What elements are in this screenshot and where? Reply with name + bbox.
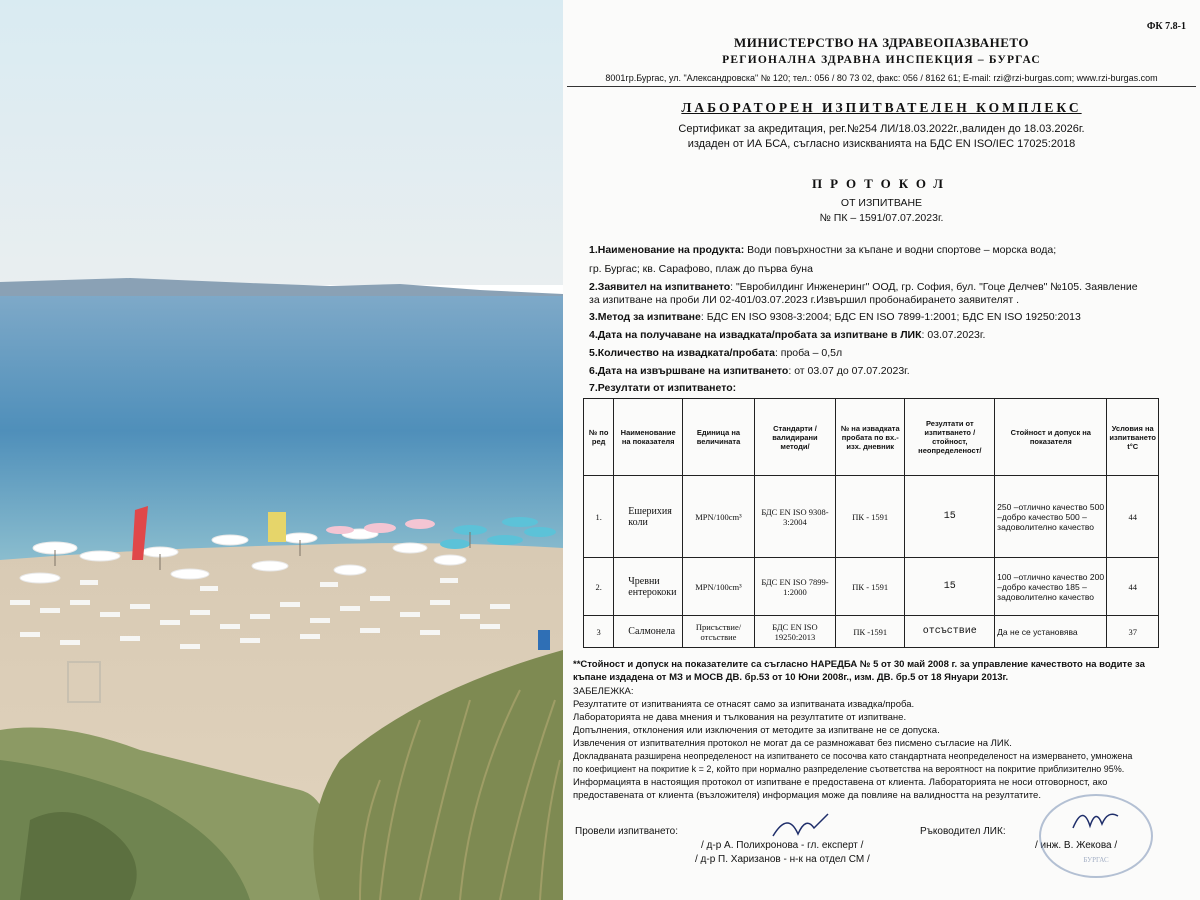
table-row — [584, 476, 1159, 558]
cell-name: Чревни ентерококи — [614, 558, 683, 616]
rzi-heading: РЕГИОНАЛНА ЗДРАВНА ИНСПЕКЦИЯ – БУРГАС — [722, 54, 1041, 66]
col-header-sample: № на извадката пробата по вх.-изх. дневник — [836, 399, 905, 476]
cell-result: 15 — [905, 476, 995, 558]
remark-line: Информацията в настоящия протокол от изпитване е предоставена от клиента. Лабораторията не носи отговорност, ако — [573, 777, 1108, 788]
cell-no: 2. — [584, 558, 614, 616]
performer-2: / д-р П. Харизанов - н-к на отдел СМ / — [695, 854, 870, 865]
signature-performer — [768, 806, 838, 846]
remark-line: Извлечения от изпитвателния протокол не могат да се размножават без писмено съгласие на ЛИК. — [573, 738, 1012, 749]
cell-name: Ешерихия коли — [614, 476, 683, 558]
table-row — [584, 616, 1159, 648]
cell-standard: БДС EN ISO 19250:2013 — [754, 616, 835, 648]
item-applicant-2: за изпитване на проби ЛИ 02-401/03.07.2023 г.Извършил пробонабирането заявителят . — [589, 294, 1019, 306]
cell-unit: MPN/100cm³ — [683, 476, 755, 558]
ministry-heading: МИНИСТЕРСТВО НА ЗДРАВЕОПАЗВАНЕТО — [733, 35, 1030, 50]
remark-line: Лабораторията не дава мнения и тълкования на резултатите от изпитване. — [573, 712, 907, 723]
col-header-no: № по ред — [584, 399, 614, 476]
item-results-heading: 7.Резултати от изпитването: — [589, 382, 737, 394]
cell-unit: Присъствие/ отсъствие — [683, 616, 755, 648]
header-divider — [567, 86, 1196, 87]
cell-sample: ПК -1591 — [836, 616, 905, 648]
cell-temp: 44 — [1107, 558, 1159, 616]
col-header-standard: Стандарти /валидирани методи/ — [754, 399, 835, 476]
accreditation-line-2: издаден от ИА БСА, съгласно изискванията на БДС EN ISO/IEC 17025:2018 — [687, 138, 1076, 150]
col-header-name: Наименование на показателя — [614, 399, 683, 476]
table-row — [584, 558, 1159, 616]
cell-result: 15 — [905, 558, 995, 616]
cell-no: 1. — [584, 476, 614, 558]
item-applicant-1: 2.Заявител на изпитването: "Евробилдинг Инженеринг" ООД, гр. София, бул. "Гоце Делчев" №105. Заявление — [589, 281, 1138, 293]
cell-standard: БДС EN ISO 7899-1:2000 — [754, 558, 835, 616]
cell-sample: ПК - 1591 — [836, 558, 905, 616]
remark-line: Допълнения, отклонения или изключения от методите за изпитване не се допуска. — [573, 725, 940, 736]
cell-result: отсъствие — [905, 616, 995, 648]
remark-line: предоставената от клиента (възложителя) информация може да повлияе на валидността на резултатите. — [573, 790, 1041, 801]
protocol-subtitle: ОТ ИЗПИТВАНЕ — [840, 197, 923, 209]
signature-head — [1068, 800, 1128, 840]
remark-line: Резултатите от изпитванията се отнасят само за изпитваната извадка/проба. — [573, 699, 915, 710]
cell-unit: MPN/100cm³ — [683, 558, 755, 616]
col-header-limit: Стойност и допуск на показателя — [995, 399, 1107, 476]
cell-name: Салмонела — [614, 616, 683, 648]
protocol-number: № ПК – 1591/07.07.2023г. — [819, 212, 944, 224]
beach-photo — [0, 0, 563, 900]
protocol-title: ПРОТОКОЛ — [812, 176, 951, 191]
item-product-2: гр. Бургас; кв. Сарафово, плаж до първа буна — [589, 263, 813, 275]
form-code: ФК 7.8-1 — [1146, 21, 1186, 32]
address-line: 8001гр.Бургас, ул. "Александровска" № 120; тел.: 056 / 80 73 02, факс: 056 / 8162 61; E-mail: rzi@rzi-burgas.com; www.rzi-burgas.com — [605, 73, 1158, 83]
cell-temp: 44 — [1107, 476, 1159, 558]
remark-heading: ЗАБЕЛЕЖКА: — [573, 686, 634, 697]
cell-sample: ПК - 1591 — [836, 476, 905, 558]
col-header-result: Резултати от изпитването /стойност, неопределеност/ — [905, 399, 995, 476]
item-method: 3.Метод за изпитване: БДС EN ISO 9308-3:2004; БДС EN ISO 7899-1:2001; БДС EN ISO 19250:2013 — [589, 311, 1081, 323]
item-receipt-date: 4.Дата на получаване на извадката/пробата за изпитване в ЛИК: 03.07.2023г. — [589, 329, 986, 341]
results-table — [583, 398, 1159, 648]
col-header-temp: Условия на изпитването t°C — [1107, 399, 1159, 476]
cell-temp: 37 — [1107, 616, 1159, 648]
item-test-date: 6.Дата на извършване на изпитването: от 03.07 до 07.07.2023г. — [589, 365, 910, 377]
cell-limit: 100 –отлично качество 200 –добро качество 185 – задоволително качество — [995, 558, 1107, 616]
cell-no: 3 — [584, 616, 614, 648]
regulation-note-1: **Стойност и допуск на показателите са съгласно НАРЕДБА № 5 от 30 май 2008 г. за управление качеството на водите за — [573, 659, 1145, 670]
head-name: / инж. В. Жекова / — [1035, 840, 1118, 851]
cell-standard: БДС EN ISO 9308-3:2004 — [754, 476, 835, 558]
accreditation-line-1: Сертификат за акредитация, рег.№254 ЛИ/18.03.2022г.,валиден до 18.03.2026г. — [678, 123, 1085, 135]
regulation-note-2: къпане издадена от МЗ и МОСВ ДВ. бр.53 от 10 Юни 2008г., изм. ДВ. бр.5 от 18 Януари 2013г. — [573, 672, 1009, 683]
cell-limit: 250 –отлично качество 500 –добро качество 500 –задоволително качество — [995, 476, 1107, 558]
lab-title: ЛАБОРАТОРЕН ИЗПИТВАТЕЛЕН КОМПЛЕКС — [681, 100, 1082, 115]
head-label: Ръководител ЛИК: — [920, 826, 1006, 837]
performer-1: / д-р А. Полихронова - гл. експерт / — [701, 840, 864, 851]
performed-label: Провели изпитването: — [575, 826, 679, 837]
test-protocol-document — [563, 0, 1200, 900]
cell-limit: Да не се установява — [995, 616, 1107, 648]
stamp-city: БУРГАС — [1083, 856, 1109, 864]
item-product-1: 1.Наименование на продукта: Води повърхностни за къпане и водни спортове – морска вода; — [589, 244, 1057, 256]
table-header-row — [584, 399, 1159, 476]
item-quantity: 5.Количество на извадката/пробата: проба – 0,5л — [589, 347, 843, 359]
remark-line: Докладваната разширена неопределеност на изпитването се посочва като стандартната неопределеност на измерването, умножена — [573, 751, 1133, 761]
remark-line: по коефициент на покритие k = 2, който при нормално разпределение съответства на вероятност на покритие приблизително 95%. — [573, 764, 1125, 774]
col-header-unit: Единица на величината — [683, 399, 755, 476]
